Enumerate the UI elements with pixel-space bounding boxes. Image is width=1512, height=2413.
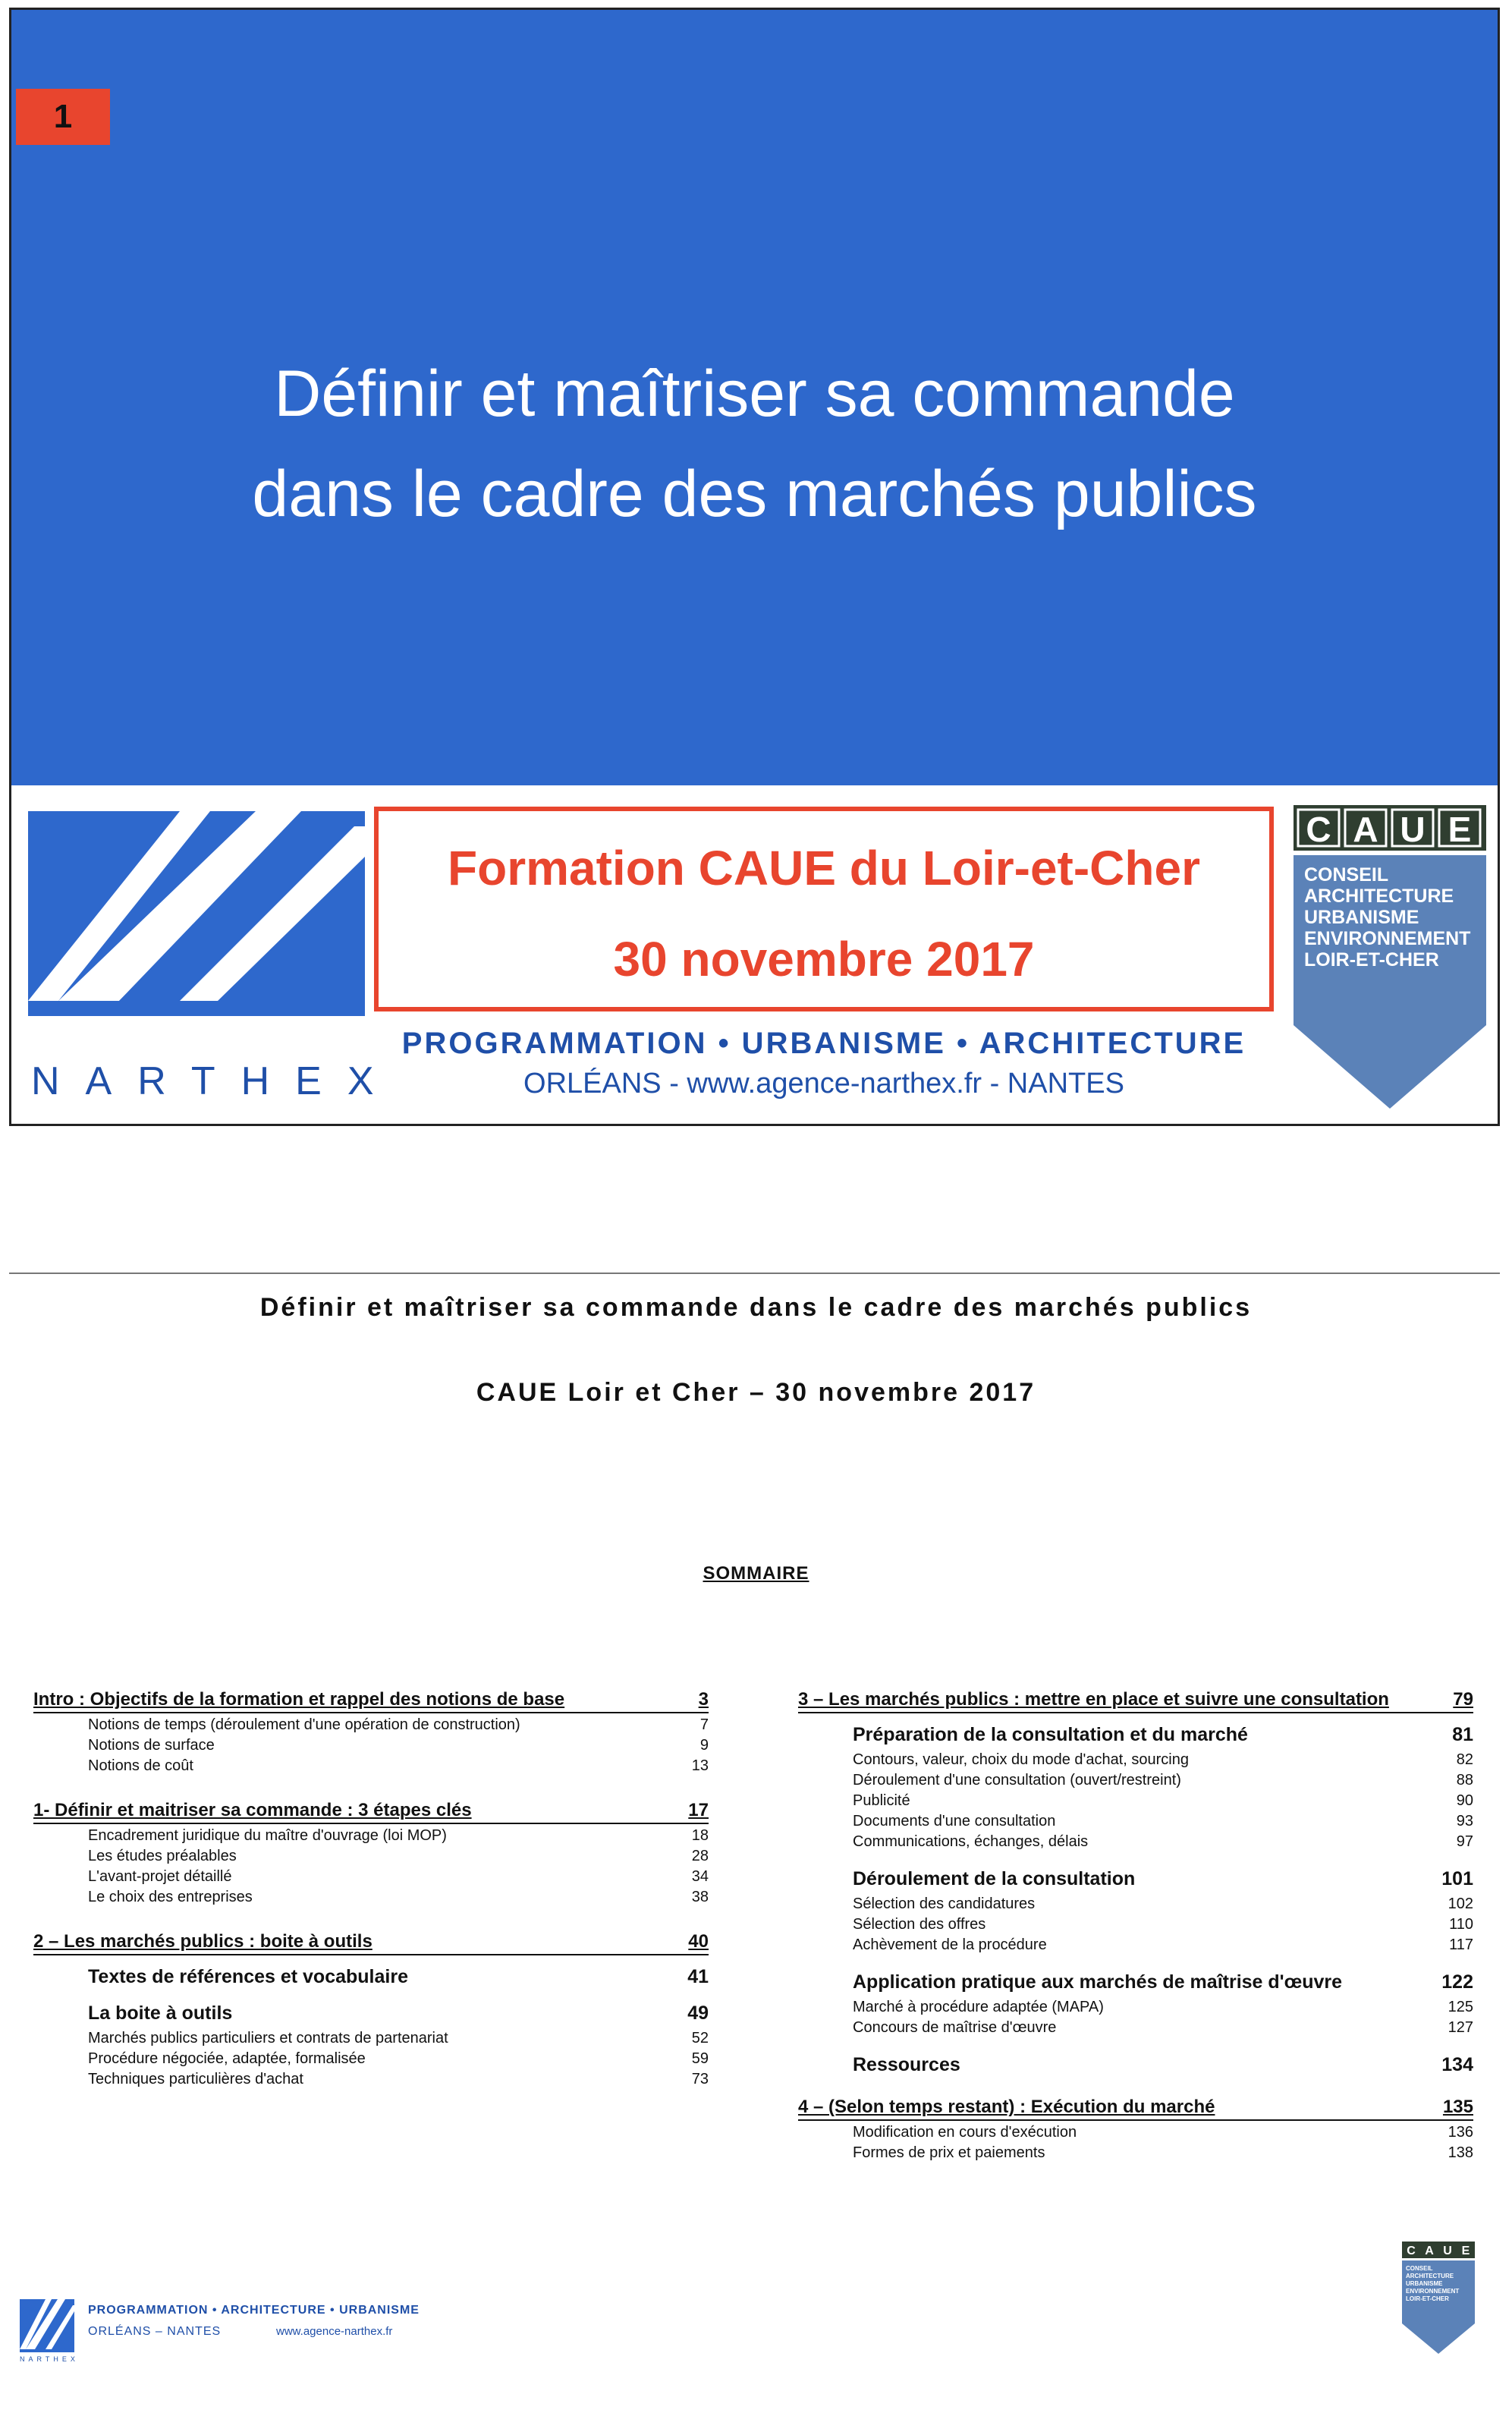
caue-line: CONSEIL bbox=[1406, 2265, 1433, 2272]
caue-letter: C bbox=[1407, 2245, 1416, 2257]
toc-entry-page: 122 bbox=[1441, 1971, 1473, 1993]
slide-cities-url: ORLÉANS - www.agence-narthex.fr - NANTES bbox=[523, 1068, 1124, 1100]
toc-entry-page: 88 bbox=[1456, 1772, 1473, 1789]
slide-title-line2: dans le cadre des marchés publics bbox=[252, 458, 1257, 530]
footer-tagline: PROGRAMMATION • ARCHITECTURE • URBANISME bbox=[88, 2304, 420, 2317]
caue-line: LOIR-ET-CHER bbox=[1406, 2295, 1449, 2302]
toc-entry-page: 41 bbox=[687, 1966, 709, 1987]
toc-entry-page: 59 bbox=[691, 2050, 709, 2067]
caue-letter: U bbox=[1400, 810, 1426, 849]
toc-entry-page: 138 bbox=[1448, 2144, 1473, 2161]
caue-line: URBANISME bbox=[1406, 2280, 1443, 2287]
toc-entry-title: Déroulement de la consultation bbox=[853, 1868, 1136, 1889]
caue-letter: C bbox=[1306, 810, 1331, 849]
toc-entry-title: Le choix des entreprises bbox=[88, 1889, 253, 1905]
toc-entry-page: 82 bbox=[1456, 1751, 1473, 1768]
caue-line: URBANISME bbox=[1304, 907, 1419, 928]
caue-line: CONSEIL bbox=[1304, 864, 1389, 886]
caue-line: ENVIRONNEMENT bbox=[1304, 928, 1471, 949]
toc-entry-title: Procédure négociée, adaptée, formalisée bbox=[88, 2050, 366, 2067]
toc-entry-title: Notions de surface bbox=[88, 1737, 215, 1754]
toc-entry-page: 49 bbox=[687, 2002, 709, 2024]
toc-entry-title: Concours de maîtrise d'œuvre bbox=[853, 2019, 1057, 2036]
toc-entry-title: Notions de temps (déroulement d'une opération de construction) bbox=[88, 1716, 520, 1733]
toc-entry-title: 3 – Les marchés publics : mettre en place et suivre une consultation bbox=[798, 1689, 1389, 1710]
toc-entry-title: Publicité bbox=[853, 1792, 910, 1809]
toc-entry-page: 135 bbox=[1442, 2097, 1473, 2117]
toc-entry-title: Les études préalables bbox=[88, 1848, 237, 1864]
toc-entry-page: 7 bbox=[699, 1716, 709, 1733]
section-underline bbox=[798, 2119, 1473, 2121]
caue-footer-logo-icon bbox=[1402, 2242, 1475, 2355]
toc-entry-title: Documents d'une consultation bbox=[853, 1813, 1056, 1829]
toc-entry-title: La boite à outils bbox=[88, 2002, 233, 2024]
toc-entry-title: Formes de prix et paiements bbox=[853, 2144, 1045, 2161]
toc-entry-title: Ressources bbox=[853, 2054, 960, 2075]
formation-date: 30 novembre 2017 bbox=[613, 932, 1035, 986]
toc-entry-title: Achèvement de la procédure bbox=[853, 1936, 1047, 1953]
slide-tagline: PROGRAMMATION • URBANISME • ARCHITECTURE bbox=[401, 1027, 1246, 1060]
toc-entry-title: Contours, valeur, choix du mode d'achat, sourcing bbox=[853, 1751, 1189, 1768]
toc-entry-page: 18 bbox=[691, 1827, 709, 1844]
slide-title-line1: Définir et maîtriser sa commande bbox=[274, 357, 1235, 430]
caue-letter: A bbox=[1353, 810, 1378, 849]
toc-entry-title: Textes de références et vocabulaire bbox=[88, 1966, 408, 1987]
narthex-footer-logo-icon bbox=[20, 2299, 74, 2352]
toc-entry-page: 125 bbox=[1448, 1999, 1473, 2015]
toc-entry-page: 3 bbox=[698, 1689, 709, 1710]
toc-entry-title: Techniques particulières d'achat bbox=[88, 2071, 303, 2087]
toc-entry-page: 101 bbox=[1441, 1868, 1473, 1889]
caue-letter: E bbox=[1448, 810, 1472, 849]
toc-entry-title: Modification en cours d'exécution bbox=[853, 2124, 1077, 2141]
document-subtitle: CAUE Loir et Cher – 30 novembre 2017 bbox=[476, 1378, 1036, 1407]
toc-entry-page: 52 bbox=[691, 2030, 709, 2046]
formation-box bbox=[374, 807, 1274, 1011]
toc-entry-title: Marché à procédure adaptée (MAPA) bbox=[853, 1999, 1104, 2015]
caue-letter: E bbox=[1461, 2245, 1470, 2257]
narthex-wordmark: NARTHEX bbox=[31, 1059, 400, 1103]
toc-entry-title: Sélection des offres bbox=[853, 1916, 986, 1933]
toc-entry-title: Déroulement d'une consultation (ouvert/restreint) bbox=[853, 1772, 1181, 1789]
section-underline bbox=[798, 1712, 1473, 1713]
page-divider bbox=[9, 1273, 1500, 1274]
caue-logo-icon bbox=[1294, 805, 1486, 1116]
section-underline bbox=[33, 1823, 709, 1824]
toc-entry-page: 102 bbox=[1448, 1895, 1473, 1912]
narthex-logo-icon bbox=[28, 811, 365, 1016]
toc-entry-title: Encadrement juridique du maître d'ouvrage (loi MOP) bbox=[88, 1827, 447, 1844]
toc-entry-page: 13 bbox=[691, 1757, 709, 1774]
toc-left-column bbox=[33, 1689, 709, 2175]
toc-entry-page: 127 bbox=[1448, 2019, 1473, 2036]
slide-title bbox=[11, 344, 1498, 544]
toc-entry-title: L'avant-projet détaillé bbox=[88, 1868, 232, 1885]
toc-entry-page: 38 bbox=[691, 1889, 709, 1905]
toc-entry-page: 117 bbox=[1449, 1936, 1473, 1953]
toc-entry-title: Préparation de la consultation et du marché bbox=[853, 1724, 1248, 1745]
toc-entry-page: 9 bbox=[699, 1737, 709, 1754]
caue-line: LOIR-ET-CHER bbox=[1304, 949, 1439, 971]
slide-number: 1 bbox=[16, 89, 110, 145]
sommaire-heading: SOMMAIRE bbox=[703, 1563, 809, 1584]
toc-entry-page: 97 bbox=[1456, 1833, 1473, 1850]
caue-letter: U bbox=[1443, 2245, 1452, 2257]
toc-entry-title: 1- Définir et maitriser sa commande : 3 étapes clés bbox=[33, 1800, 472, 1820]
toc-entry-page: 136 bbox=[1448, 2124, 1473, 2141]
toc-entry-page: 40 bbox=[688, 1931, 709, 1952]
toc-entry-page: 34 bbox=[691, 1868, 709, 1885]
toc-entry-title: Notions de coût bbox=[88, 1757, 193, 1774]
toc-entry-page: 93 bbox=[1456, 1813, 1473, 1829]
toc-entry-page: 28 bbox=[691, 1848, 709, 1864]
toc-entry-page: 73 bbox=[691, 2071, 709, 2087]
toc-entry-title: Communications, échanges, délais bbox=[853, 1833, 1089, 1850]
toc-entry-title: Sélection des candidatures bbox=[853, 1895, 1036, 1912]
caue-line: ENVIRONNEMENT bbox=[1406, 2288, 1460, 2295]
toc-entry-page: 134 bbox=[1441, 2054, 1473, 2075]
toc-entry-page: 90 bbox=[1456, 1792, 1473, 1809]
toc-entry-page: 17 bbox=[688, 1800, 709, 1820]
toc-entry-title: 4 – (Selon temps restant) : Exécution du marché bbox=[798, 2097, 1215, 2117]
document-title: Définir et maîtriser sa commande dans le cadre des marchés publics bbox=[259, 1293, 1253, 1322]
toc-entry-page: 79 bbox=[1453, 1689, 1473, 1710]
toc-right-column bbox=[798, 1689, 1473, 2235]
footer-cities: ORLÉANS – NANTES bbox=[88, 2325, 222, 2338]
toc-entry-page: 110 bbox=[1449, 1916, 1473, 1933]
caue-letter: A bbox=[1425, 2245, 1434, 2257]
formation-title: Formation CAUE du Loir-et-Cher bbox=[448, 841, 1200, 895]
toc-entry-title: Application pratique aux marchés de maîtrise d'œuvre bbox=[853, 1971, 1343, 1993]
caue-line: ARCHITECTURE bbox=[1304, 886, 1454, 907]
toc-entry-title: 2 – Les marchés publics : boite à outils bbox=[33, 1931, 372, 1952]
footer-url: www.agence-narthex.fr bbox=[276, 2325, 393, 2338]
title-slide bbox=[9, 8, 1500, 1126]
section-underline bbox=[33, 1954, 709, 1955]
section-underline bbox=[33, 1712, 709, 1713]
toc-entry-page: 81 bbox=[1452, 1724, 1473, 1745]
toc-entry-title: Intro : Objectifs de la formation et rappel des notions de base bbox=[33, 1689, 565, 1710]
toc-entry-title: Marchés publics particuliers et contrats de partenariat bbox=[88, 2030, 448, 2046]
footer-narthex-wordmark: NARTHEX bbox=[20, 2355, 79, 2363]
caue-line: ARCHITECTURE bbox=[1406, 2273, 1454, 2279]
